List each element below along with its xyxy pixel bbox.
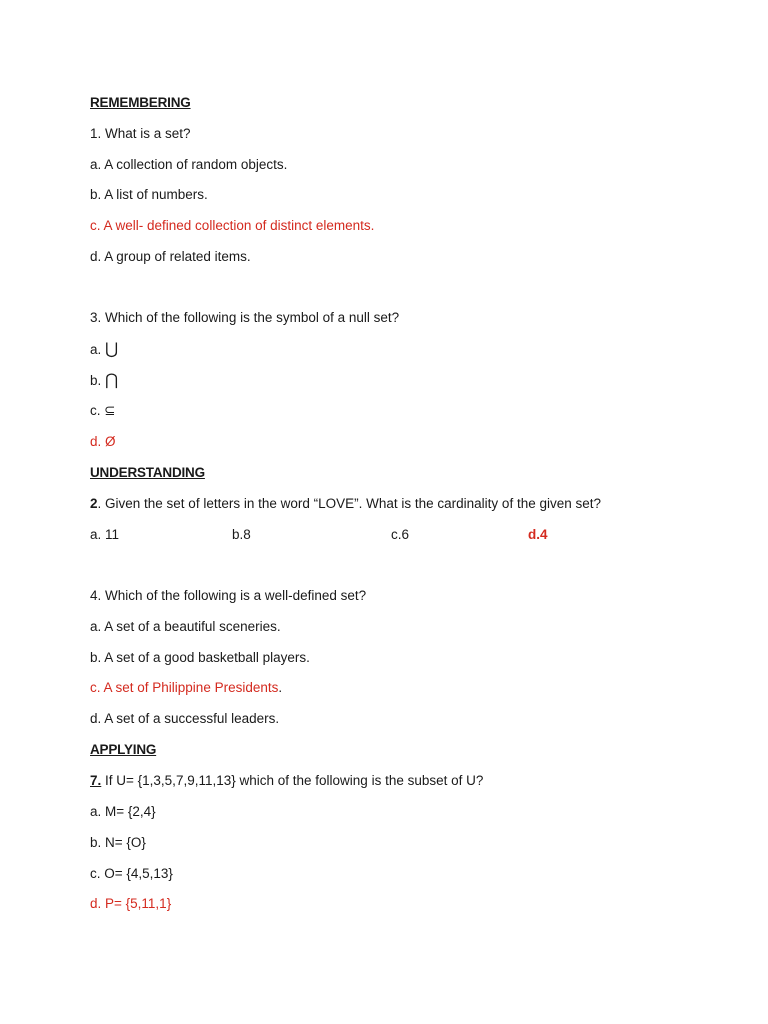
question-1: 1. What is a set? xyxy=(90,126,191,141)
question-3: 3. Which of the following is the symbol of a null set? xyxy=(90,310,400,325)
section-heading-applying: APPLYING xyxy=(90,742,157,757)
subset-symbol-icon: ⊆ xyxy=(104,403,116,419)
section-heading-remembering: REMEMBERING xyxy=(90,95,191,110)
q2-option-d-answer: d.4 xyxy=(528,527,548,542)
question-2-number: 2 xyxy=(90,496,98,511)
q7-option-b: b. N= {O} xyxy=(90,835,146,850)
section-heading-understanding: UNDERSTANDING xyxy=(90,465,205,480)
union-symbol-icon: ⋃ xyxy=(105,339,119,358)
question-7 xyxy=(90,773,483,789)
intersection-symbol-icon: ⋂ xyxy=(105,370,119,389)
q4-option-c-answer xyxy=(90,680,282,696)
q4-option-c-text: c. A set of Philippine Presidents xyxy=(90,680,279,695)
q2-option-b: b.8 xyxy=(232,527,251,542)
q3-option-a xyxy=(90,341,118,358)
q3-option-c-label: c. xyxy=(90,403,101,418)
q1-option-b: b. A list of numbers. xyxy=(90,187,208,202)
q1-option-a: a. A collection of random objects. xyxy=(90,157,288,172)
q3-option-a-label: a. xyxy=(90,342,102,357)
question-7-text: If U= {1,3,5,7,9,11,13} which of the following is the subset of U? xyxy=(101,773,484,788)
q2-option-a: a. 11 xyxy=(90,527,120,542)
q7-option-c: c. O= {4,5,13} xyxy=(90,866,173,881)
question-2 xyxy=(90,496,601,512)
q1-option-d: d. A group of related items. xyxy=(90,249,251,264)
q1-option-c-answer: c. A well- defined collection of distinct elements. xyxy=(90,218,375,233)
q4-option-a: a. A set of a beautiful sceneries. xyxy=(90,619,281,634)
question-2-text: . Given the set of letters in the word “LOVE”. What is the cardinality of the given set? xyxy=(97,496,602,511)
q7-option-a: a. M= {2,4} xyxy=(90,804,156,819)
q2-option-c: c.6 xyxy=(391,527,410,542)
question-4: 4. Which of the following is a well-defined set? xyxy=(90,588,367,603)
q4-option-c-period: . xyxy=(278,680,283,695)
q3-option-d-answer: d. Ø xyxy=(90,434,116,449)
q3-option-c xyxy=(90,403,116,419)
q3-option-b xyxy=(90,372,118,389)
q3-option-b-label: b. xyxy=(90,373,102,388)
q7-option-d-answer: d. P= {5,11,1} xyxy=(90,896,172,911)
q4-option-b: b. A set of a good basketball players. xyxy=(90,650,310,665)
question-7-number: 7. xyxy=(90,773,102,788)
q4-option-d: d. A set of a successful leaders. xyxy=(90,711,280,726)
